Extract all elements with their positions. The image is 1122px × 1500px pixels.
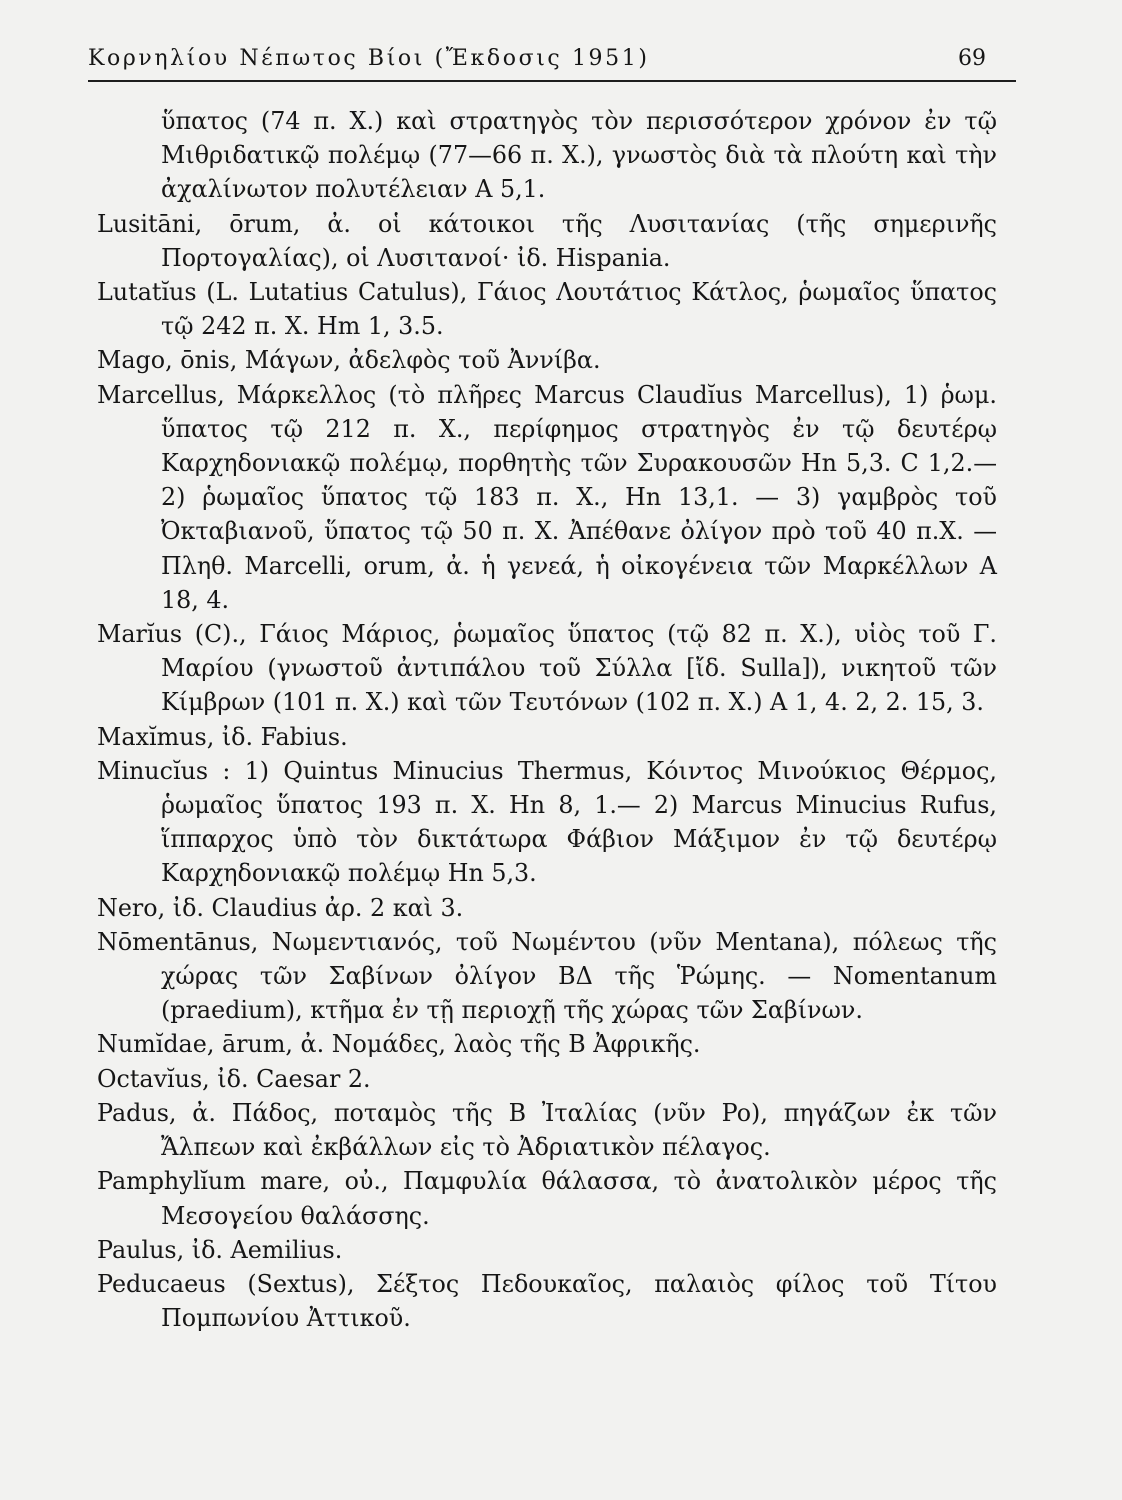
glossary-entry: Nōmentānus, Νωμεντιανός, τοῦ Νωμέντου (νῦν Mentana), πόλεως τῆς χώρας τῶν Σαβίνων ὀλίγον ΒΔ τῆς Ῥώμης. — Nomentanum (praedium), κτῆμα ἐν τῇ περιοχῇ τῆς χώρας τῶν Σαβίνων.	[97, 927, 997, 1025]
glossary-entry: Marcellus, Μάρκελλος (τὸ πλῆρες Marcus Claudĭus Marcellus), 1) ῥωμ. ὕπατος τῷ 212 π. Χ., περίφημος στρατηγὸς ἐν τῷ δευτέρῳ Καρχηδονιακῷ πολέμῳ, πορθητὴς τῶν Συρακουσῶν Hn 5,3. C 1,2.—2) ῥωμαῖος ὕπατος τῷ 183 π. Χ., Hn 13,1. — 3) γαμβρὸς τοῦ Ὀκταβιανοῦ, ὕπατος τῷ 50 π. Χ. Ἀπέθανε ὀλίγον πρὸ τοῦ 40 π.Χ. — Πληθ. Marcelli, orum, ἀ. ἡ γενεά, ἡ οἰκογένεια τῶν Μαρκέλλων Α 18, 4.	[97, 380, 997, 614]
glossary-entry: Lusitāni, ōrum, ἀ. οἱ κάτοικοι τῆς Λυσιτανίας (τῆς σημερινῆς Πορτογαλίας), οἱ Λυσιτανοί· ἰδ. Hispania.	[97, 209, 997, 272]
glossary-entry: Peducaeus (Sextus), Σέξτος Πεδουκαῖος, παλαιὸς φίλος τοῦ Τίτου Πομπωνίου Ἀττικοῦ.	[97, 1269, 997, 1333]
glossary-entry: Mago, ōnis, Μάγων, ἀδελφὸς τοῦ Ἀννίβα.	[97, 346, 601, 375]
glossary-entry: Padus, ἀ. Πάδος, ποταμὸς τῆς Β Ἰταλίας (νῦν Po), πηγάζων ἐκ τῶν Ἄλπεων καὶ ἐκβάλλων εἰς τὸ Ἀδριατικὸν πέλαγος.	[97, 1098, 997, 1162]
glossary-entry: Octavĭus, ἰδ. Caesar 2.	[97, 1064, 371, 1093]
running-title: Κορνηλίου Νέπωτος Βίοι (Ἔκδοσις 1951)	[88, 46, 650, 71]
glossary-entry: Numĭdae, ārum, ἀ. Νομάδες, λαὸς τῆς Β Ἀφρικῆς.	[97, 1030, 701, 1059]
glossary-entry: ὕπατος (74 π. Χ.) καὶ στρατηγὸς τὸν περισσότερον χρόνον ἐν τῷ Μιθριδατικῷ πολέμῳ (77—66 π. Χ.), γνωστὸς διὰ τὰ πλούτη καὶ τὴν ἀχαλίνωτον πολυτέλειαν Α 5,1.	[161, 107, 997, 204]
glossary-entry: Lutatĭus (L. Lutatius Catulus), Γάιος Λουτάτιος Κάτλος, ῥωμαῖος ὕπατος τῷ 242 π. Χ. Hm 1, 3.5.	[97, 278, 997, 341]
glossary-entry: Minucĭus : 1) Quintus Minucius Thermus, Κόιντος Μινούκιος Θέρμος, ῥωμαῖος ὕπατος 193 π. Χ. Hn 8, 1.— 2) Marcus Minucius Rufus, ἵππαρχος ὑπὸ τὸν δικτάτωρα Φάβιον Μάξιμον ἐν τῷ δευτέρῳ Καρχηδονιακῷ πολέμῳ Hn 5,3.	[97, 756, 997, 888]
glossary-entry: Nero, ἰδ. Claudius ἀρ. 2 καὶ 3.	[97, 893, 464, 922]
glossary-entry: Paulus, ἰδ. Aemilius.	[97, 1235, 343, 1264]
glossary-entry: Maxĭmus, ἰδ. Fabius.	[97, 722, 348, 751]
glossary-entry: Marĭus (C)., Γάιος Μάριος, ῥωμαῖος ὕπατος (τῷ 82 π. Χ.), υἱὸς τοῦ Γ. Μαρίου (γνωστοῦ ἀντιπάλου τοῦ Σύλλα [ἴδ. Sulla]), νικητοῦ τῶν Κίμβρων (101 π. Χ.) καὶ τῶν Τευτόνων (102 π. Χ.) Α 1, 4. 2, 2. 15, 3.	[97, 620, 997, 717]
page-header	[88, 36, 1016, 82]
page-number: 69	[958, 46, 986, 71]
glossary-entries	[97, 104, 997, 1335]
glossary-entry: Pamphylĭum mare, οὐ., Παμφυλία θάλασσα, τὸ ἀνατολικὸν μέρος τῆς Μεσογείου θαλάσσης.	[97, 1167, 997, 1230]
